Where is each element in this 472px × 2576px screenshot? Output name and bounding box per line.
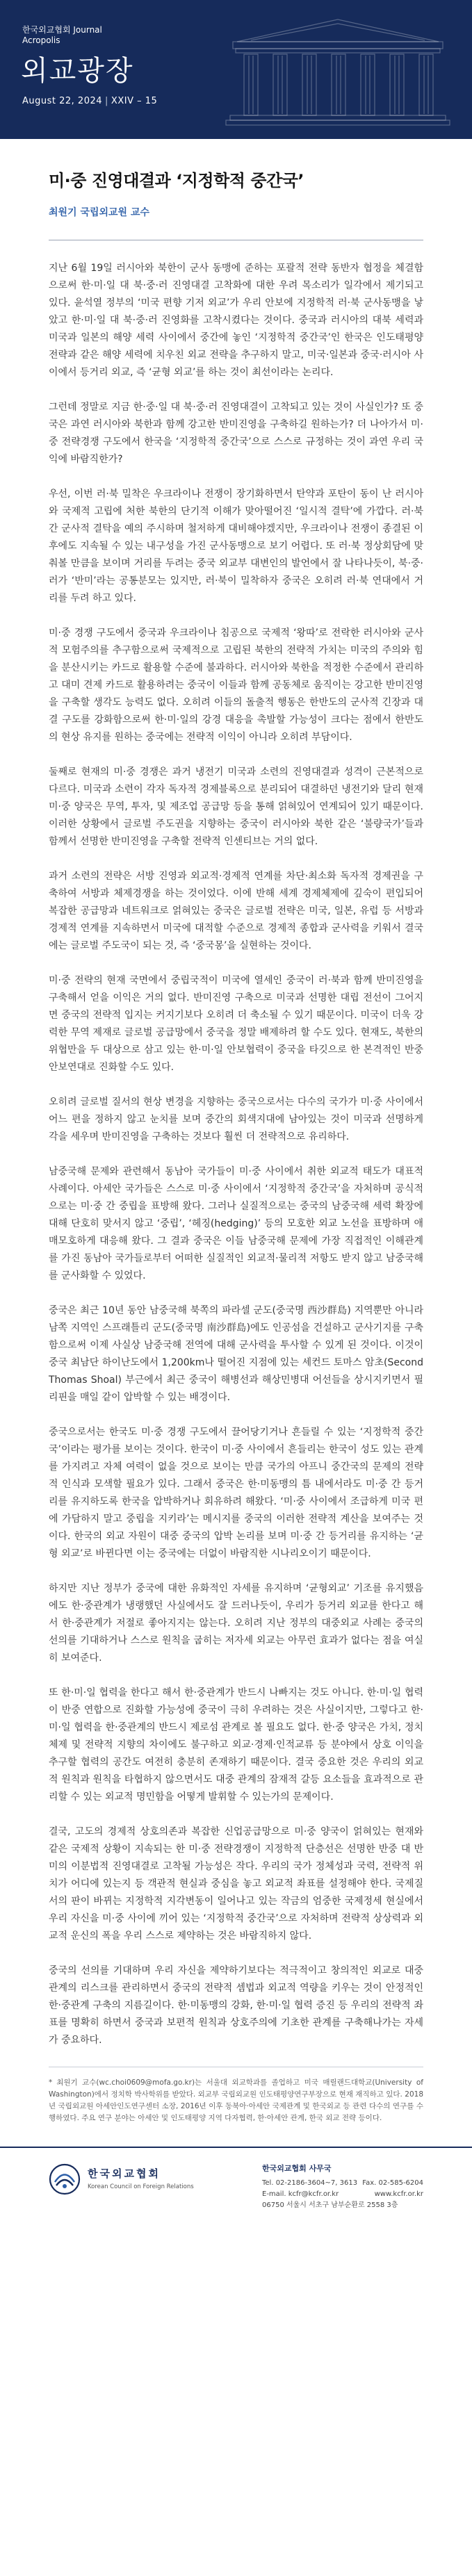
body-paragraph: 미·중 경쟁 구도에서 중국과 우크라이나 침공으로 국제적 ‘왕따’로 전락한 러시아와 군사적 모험주의를 추구함으로써 국제적으로 고립된 북한의 전략적 가치는 미국의 주의와 힘을 분산시키는 카드로 활용할 수준에 불과하다. 러시아와 북한을 적정한 수준에서 관리하고 대미 견제 카드로 활용하려는 중국이 이들과 함께 공동체로 움직이는 강고한 반미진영을 구축할 생각도 능력도 없다. 오히려 이들의 돌출적 행동은 한반도의 군사적 긴장과 대결 구도를 강화함으로써 한·미·일의 강경 대응을 촉발할 가능성이 크다는 점에서 한반도의 현상 유지를 원하는 중국에는 전략적 이익이 아니라 오히려 부담이다. (49, 627, 423, 743)
page-footer (0, 2147, 472, 2237)
contact-info (262, 2163, 423, 2237)
body-paragraph: 우선, 이번 러·북 밀착은 우크라이나 전쟁이 장기화하면서 탄약과 포탄이 동이 난 러시아와 국제적 고립에 처한 북한의 단기적 이해가 맞아떨어진 ‘일시적 결탁’에 가깝다. 러·북 간 군사적 결탁을 예의 주시하며 철저하게 대비해야겠지만, 우크라이나 전쟁이 종결된 이후에도 지속될 수 있는 내구성을 가진 군사동맹으로 보기 어렵다. 또 러·북 정상회담에 맞춰볼 만큼을 보이며 거리를 두려는 중국 외교부 대변인의 발언에서 잘 나타나듯이, 북·중·러가 ‘반미’라는 공통분모는 있지만, 러·북이 밀착하자 중국은 오히려 러·북 연대에서 거리를 두려 하고 있다. (49, 489, 424, 604)
author-footnote (49, 2077, 423, 2124)
body-paragraph: 과거 소련의 전략은 서방 진영과 외교적·경제적 연계를 차단·최소화 독자적 경제권을 구축하여 서방과 체제경쟁을 하는 것이었다. 이에 반해 세계 경제체제에 깊숙이 편입되어 복잡한 공급망과 네트워크로 얽혀있는 중국은 글로벌 전략은 미국, 일본, 유럽 등 서방과 경제적 연계를 지속하면서 미국에 대적할 수준으로 경제적 종합과 군사력을 키워서 결국에는 글로벌 주도국이 되는 것, 즉 ‘중국몽’을 실현하는 것이다. (49, 871, 423, 951)
kcfr-emblem-icon (49, 2163, 81, 2195)
article-body (49, 260, 423, 2049)
contact-email-link[interactable]: E-mail. kcfr@kcfr.or.kr (262, 2190, 339, 2198)
article-author: 최원기 국립외교원 교수 (49, 207, 149, 218)
website-link[interactable]: www.kcfr.or.kr (374, 2190, 423, 2198)
kcfr-logo (49, 2163, 194, 2237)
issue-number: XXIV – 15 (111, 96, 158, 106)
contact-fax: Fax. 02-585-6204 (362, 2179, 423, 2187)
logo-name-en: Korean Council on Foreign Relations (88, 2183, 194, 2190)
issue-date: August 22, 2024 (22, 96, 103, 106)
article-content (0, 167, 472, 2124)
body-paragraph: 중국은 최근 10년 동안 남중국해 북쪽의 파라셀 군도(중국명 西沙群島) 지역뿐만 아니라 남쪽 지역인 스프래틀리 군도(중국명 南沙群島)에도 인공섬을 건설하고 군사기지를 구축함으로써 이제 사실상 남중국해 전역에 대해 군사력을 투사할 수 있게 된 것이다. 이것이 중국 최남단 하이난도에서 1,200km나 떨어진 지점에 있는 세컨드 토마스 암초(Second Thomas Shoal) 부근에서 최근 중국이 해병선과 해상민병대 어선들을 상시지키면서 필리핀을 매일 같이 압박할 수 있는 배경이다. (49, 1305, 423, 1403)
journal-header (0, 0, 472, 139)
footnote-mark: * (49, 2078, 53, 2087)
body-paragraph: 그런데 정말로 지금 한·중·일 대 북·중·러 진영대결이 고착되고 있는 것이 사실인가? 또 중국은 과연 러시아와 북한과 함께 강고한 반미진영을 구축하길 원하는가? 더 나아가서 미·중 전략경쟁 구도에서 한국을 ‘지정학적 중간국’으로 스스로 규정하는 것이 과연 우리 국익에 바람직한가? (49, 402, 423, 465)
body-paragraph: 하지만 지난 정부가 중국에 대한 유화적인 자세를 유지하며 ‘균형외교’ 기조를 유지했음에도 한·중관계가 냉랭했던 사실에서도 잘 드러나듯이, 우리가 등거리 외교를 한다고 해서 한·중관계가 저절로 좋아지지는 않는다. 오히려 지난 정부의 대중외교 사례는 중국의 선의를 기대하거나 스스로 원칙을 굽히는 저자세 외교는 아무런 효과가 없다는 점을 여실히 보여준다. (49, 1583, 423, 1664)
logo-name-ko: 한국외교협회 (88, 2167, 161, 2180)
journal-title: 외교광장 (21, 55, 134, 87)
acropolis-columns-decoration (223, 15, 453, 126)
contact-tel: Tel. 02-2186-3604~7, 3613 (262, 2179, 358, 2187)
article-title: 미·중 진영대결과 ‘지정학적 중간국’ (49, 171, 304, 190)
body-paragraph: 남중국해 문제와 관련해서 동남아 국가들이 미·중 사이에서 취한 외교적 태도가 대표적 사례이다. 아세안 국가들은 스스로 미·중 사이에서 ‘지정학적 중간국’을 자처하며 공식적으로는 미·중 간 중립을 표방해 왔다. 그러나 실질적으로는 중국의 남중국해 세력 확장에 대해 단호히 맞서지 않고 ‘중립’, ‘헤징(hedging)’ 등의 모호한 외교 노선을 표방하며 애매모호하게 대응해 왔다. 그 결과 중국은 이들 남중국해 문제에 가장 직접적인 이해관계를 가진 동남아 국가들로부터 어떠한 실질적인 외교적·물리적 저항도 받지 않고 남중국해를 군사화할 수 있었다. (49, 1166, 423, 1281)
body-paragraph: 미·중 전략의 현재 국면에서 중립국적이 미국에 열세인 중국이 러·북과 함께 반미진영을 구축해서 얻을 이익은 거의 없다. 반미진영 구축으로 미국과 선명한 대립 전선이 그어지면 중국의 전략적 입지는 커지기보다 오히려 더 축소될 수 있기 때문이다. 미국이 더욱 강력한 무역 제재로 글로벌 공급망에서 중국을 정말 배제하려 할 수도 있다. 현재도, 북한의 위협만을 두 대상으로 삼고 있는 한·미·일 안보협력이 중국을 타깃으로 한 본격적인 반중 안보연대로 진화할 수도 있다. (49, 975, 424, 1073)
body-paragraph: 지난 6월 19일 러시아와 북한이 군사 동맹에 준하는 포괄적 전략 동반자 협정을 체결함으로써 한·미·일 대 북·중·러 진영대결 고착화에 대한 우려 목소리가 일각에서 제기되고 있다. 윤석열 정부의 ‘미국 편향 기저 외교’가 우리 안보에 지정학적 러·북 군사동맹을 낳았고 한·미·일 대 북·중·러 진영화를 고착시켰다는 것이다. 중국과 러시아의 대북 세력과 미국과 일본의 해양 세력 사이에서 중간에 놓인 ‘지정학적 중간국’인 한국은 인도태평양 전략과 같은 해양 세력에 치우친 외교 전략을 추구하지 말고, 미국·일본과 중국·러시아 사이에서 등거리 외교, 즉 ‘균형 외교’를 하는 것이 최선이라는 논리다. (49, 263, 424, 378)
issue-separator: | (105, 96, 108, 106)
body-paragraph: 중국으로서는 한국도 미·중 경쟁 구도에서 끌어당기거나 흔들릴 수 있는 ‘지정학적 중간국’이라는 평가를 보이는 것이다. 한국이 미·중 사이에서 흔들리는 한국이 성도 있는 관계를 가지려고 자체 여력이 없을 것으로 보이는 만큼 국가의 아프니 중간국의 문제의 전략적 인식과 모색할 필요가 있다. 그래서 중국은 한·미동맹의 틈 내에서라도 미·중 간 등거리를 유지하도록 한국을 압박하거나 회유하려 해왔다. ‘미·중 사이에서 조급하게 미국 편에 가담하지 말고 중립을 지키라’는 메시지를 중국의 이러한 전략적 계산을 보여주는 것이다. 한국의 외교 자원이 대중 중국의 압박 논리를 보며 미·중 간 등거리를 유지하는 ‘균형 외교’로 바뀐다면 이는 중국에는 더없이 바람직한 시나리오이기 때문이다. (49, 1427, 423, 1559)
org-name: 한국외교협회 사무국 (262, 2164, 332, 2173)
contact-address: 06750 서울시 서초구 남부순환로 2558 3층 (262, 2201, 398, 2209)
journal-name-en: Acropolis (22, 35, 60, 45)
issue-info (22, 96, 157, 106)
body-paragraph: 또 한·미·일 협력을 한다고 해서 한·중관계가 반드시 나빠지는 것도 아니다. 한·미·일 협력이 반중 연합으로 진화할 가능성에 중국이 극히 우려하는 것은 사실이지만, 그렇다고 한·미·일 협력을 한·중관계의 반드시 제로섬 관계로 볼 필요도 없다. 한·중 양국은 가치, 정치체제 및 전략적 지향의 차이에도 불구하고 외교·경제·인적교류 등 분야에서 상호 이익을 추구할 협력의 공간도 여전히 충분히 존재하기 때문이다. 결국 중요한 것은 우리의 외교적 원칙과 원칙을 타협하지 않으면서도 대중 관계의 잠재적 갈등 요소들을 효과적으로 관리할 수 있는 외교적 명민함을 어떻게 발휘할 수 있는가의 문제이다. (49, 1687, 423, 1803)
journal-name-ko: 한국외교협회 Journal (22, 25, 102, 35)
body-paragraph: 오히려 글로벌 질서의 현상 변경을 지향하는 중국으로서는 다수의 국가가 미·중 사이에서 어느 편을 정하지 않고 눈치를 보며 중간의 회색지대에 남아있는 것이 미국과 선명하게 각을 세우며 반미진영을 구축하는 것보다 훨씬 더 전략적으로 유리하다. (49, 1097, 423, 1142)
body-paragraph: 둘째로 현재의 미·중 경쟁은 과거 냉전기 미국과 소련의 진영대결과 성격이 근본적으로 다르다. 미국과 소련이 각자 독자적 경제블록으로 분리되어 대결하던 냉전기와 달리 현재 미·중 양국은 무역, 투자, 및 제조업 공급망 등을 통해 얽혀있어 연계되어 있기 때문이다. 이러한 상황에서 글로벌 주도권을 지향하는 중국이 러시아와 북한 같은 ‘불량국가’들과 함께서 선명한 반미진영을 구축할 전략적 인센티브는 거의 없다. (49, 766, 423, 847)
body-paragraph: 중국의 선의를 기대하며 우리 자신을 제약하기보다는 적극적이고 창의적인 외교로 대중 관계의 리스크를 관리하면서 중국의 전략적 셈법과 외교적 역량을 키우는 것이 안정적인 한·중관계 구축의 지름길이다. 한·미동맹의 강화, 한·미·일 협력 증진 등 우리의 전략적 좌표를 명확히 하면서 중국과 보편적 원칙과 상호주의에 기초한 관계를 구축해나가는 자세가 중요하다. (49, 1965, 423, 2046)
body-paragraph: 결국, 고도의 경제적 상호의존과 복잡한 신업공급망으로 미·중 양국이 얽혀있는 현재와 같은 국제적 상황이 지속되는 한 미·중 전략경쟁이 지정학적 단층선은 선명한 반중 대 반미의 이분법적 진영대결로 고착될 가능성은 작다. 우리의 국가 정체성과 국력, 전략적 위치가 어디에 있는지 등 객관적 현실과 중심을 놓고 외교적 좌표를 설정해야 한다. 국제질서의 판이 바뀌는 지정학적 지각변동이 일어나고 있는 작금의 엄중한 국제정세 현실에서 우리 자신을 미·중 사이에 끼어 있는 ‘지정학적 중간국’으로 자처하며 전략적 상상력과 외교적 운신의 폭을 우리 스스로 제약하는 것은 바람직하지 않다. (49, 1826, 424, 1942)
footnote-text: 최원기 교수(wc.choi0609@mofa.go.kr)는 서울대 외교학과를 졸업하고 미국 매릴랜드대학교(University of Washington)에서 정치학 박사학위를 받았다. 외교부 국립외교원 인도태평양연구부장으로 현재 재직하고 있다. 2018년 국립외교원 아세안인도연구센터 소장, 2016년 이후 동북아·아세안 국제관계 및 한국외교 등 관련 다수의 연구를 수행하였다. 주요 연구 분야는 아세안 및 인도태평양 지역 다자협력, 한·아세안 관계, 한국 외교 전략 등이다. (49, 2078, 423, 2122)
